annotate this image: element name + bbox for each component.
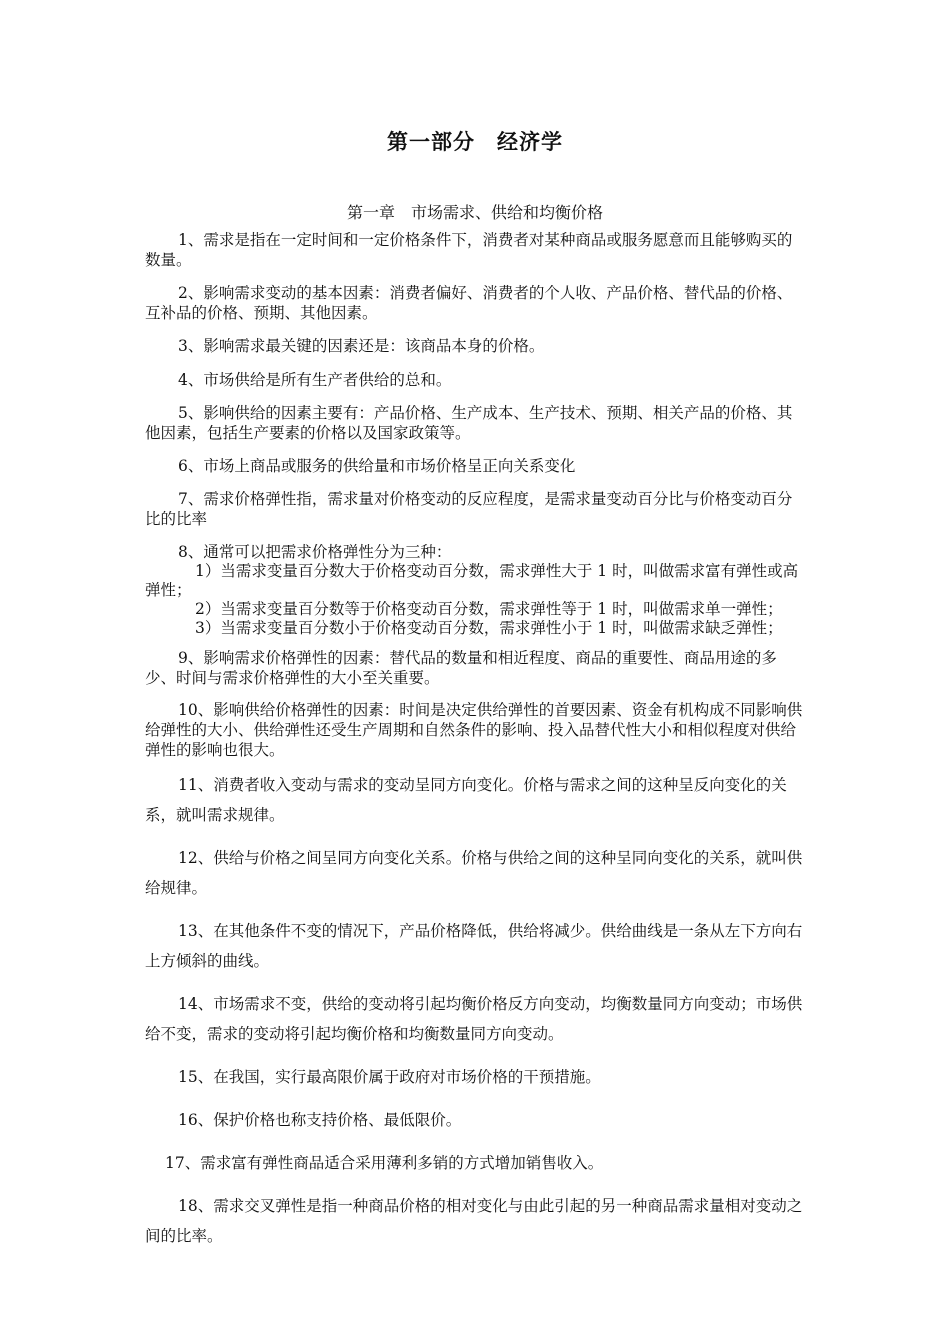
paragraph-11: 11、消费者收入变动与需求的变动呈同方向变化。价格与需求之间的这种呈反向变化的关系，就叫需求规律。 (145, 776, 787, 824)
document-body (145, 230, 805, 1251)
paragraph-12: 12、供给与价格之间呈同方向变化关系。价格与供给之间的这种呈同向变化的关系，就叫供给规律。 (145, 849, 803, 897)
paragraph-3: 3、影响需求最关键的因素还是：该商品本身的价格。 (178, 337, 545, 355)
paragraph-13: 13、在其他条件不变的情况下，产品价格降低，供给将减少。供给曲线是一条从左下方向右上方倾斜的曲线。 (145, 922, 803, 970)
sub-item-2: 2）当需求变量百分数等于价格变动百分数，需求弹性等于 1 时，叫做需求单一弹性； (195, 600, 783, 618)
paragraph-10: 10、影响供给价格弹性的因素：时间是决定供给弹性的首要因素、资金有机构成不同影响供给弹性的大小、供给弹性还受生产周期和自然条件的影响、投入品替代性大小和相似程度对供给弹性的影响也很大。 (145, 701, 803, 759)
paragraph-9: 9、影响需求价格弹性的因素：替代品的数量和相近程度、商品的重要性、商品用途的多少、时间与需求价格弹性的大小至关重要。 (145, 649, 777, 687)
paragraph-17: 17、需求富有弹性商品适合采用薄利多销的方式增加销售收入。 (165, 1154, 604, 1172)
paragraph-8: 8、通常可以把需求价格弹性分为三种： (178, 543, 452, 561)
paragraph-2: 2、影响需求变动的基本因素：消费者偏好、消费者的个人收、产品价格、替代品的价格、互补品的价格、预期、其他因素。 (145, 284, 793, 322)
chapter-title: 第一章 市场需求、供给和均衡价格 (346, 203, 603, 222)
paragraph-4: 4、市场供给是所有生产者供给的总和。 (178, 371, 452, 389)
paragraph-6: 6、市场上商品或服务的供给量和市场价格呈正向关系变化 (178, 457, 576, 475)
part-title: 第一部分 经济学 (387, 130, 563, 154)
paragraph-14: 14、市场需求不变，供给的变动将引起均衡价格反方向变动，均衡数量同方向变动；市场供给不变，需求的变动将引起均衡价格和均衡数量同方向变动。 (145, 995, 803, 1043)
sub-item-1: 1）当需求变量百分数大于价格变动百分数，需求弹性大于 1 时，叫做需求富有弹性或高弹性； (145, 562, 799, 599)
paragraph-1: 1、需求是指在一定时间和一定价格条件下，消费者对某种商品或服务愿意而且能够购买的数量。 (145, 231, 793, 269)
paragraph-7: 7、需求价格弹性指，需求量对价格变动的反应程度，是需求量变动百分比与价格变动百分比的比率 (145, 490, 793, 528)
paragraph-18: 18、需求交叉弹性是指一种商品价格的相对变化与由此引起的另一种商品需求量相对变动之间的比率。 (145, 1197, 803, 1245)
paragraph-5: 5、影响供给的因素主要有：产品价格、生产成本、生产技术、预期、相关产品的价格、其他因素，包括生产要素的价格以及国家政策等。 (145, 404, 793, 442)
paragraph-15: 15、在我国，实行最高限价属于政府对市场价格的干预措施。 (178, 1068, 601, 1086)
paragraph-16: 16、保护价格也称支持价格、最低限价。 (178, 1111, 462, 1129)
sub-item-3: 3）当需求变量百分数小于价格变动百分数，需求弹性小于 1 时，叫做需求缺乏弹性； (195, 619, 783, 637)
